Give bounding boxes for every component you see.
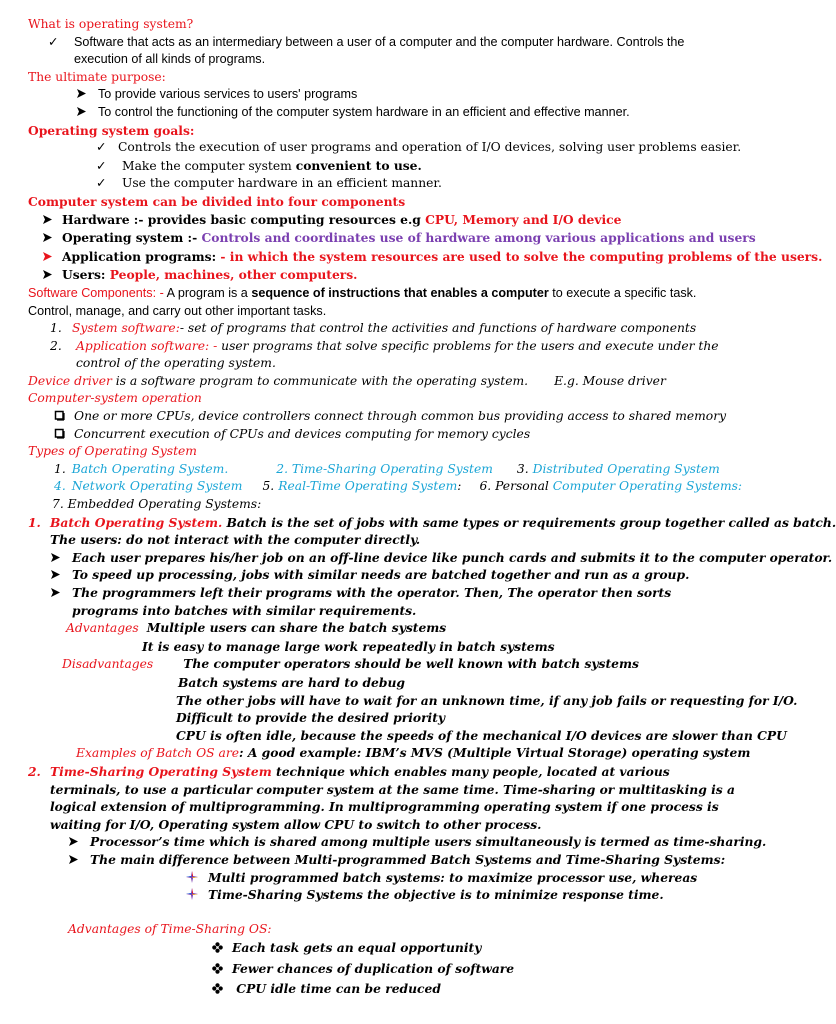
os-types-row-2: 4. Network Operating System 5. Real-Time Operating System: 6. Personal Computer Operating Systems: bbox=[54, 479, 743, 494]
arrow-bullet-icon bbox=[76, 104, 98, 122]
list-item: 1. System software:- set of programs that control the activities and functions of hardware components bbox=[50, 321, 697, 336]
device-driver: Device driver is a software program to communicate with the operating system. E.g. Mouse driver bbox=[28, 373, 666, 388]
arrow-bullet-icon bbox=[68, 833, 90, 851]
list-item: 2. Application software: - user programs that solve specific problems for the users and execute under the control of the operating system. bbox=[50, 338, 719, 371]
list-item: Each user prepares his/her job on an off-line device like punch cards and submits it to the computer operator. bbox=[28, 549, 740, 567]
list-item: CPU idle time can be reduced bbox=[28, 979, 740, 1000]
list-item: Concurrent execution of CPUs and devices computing for memory cycles bbox=[28, 426, 740, 444]
list-item: The main difference between Multi-programmed Batch Systems and Time-Sharing Systems: bbox=[28, 851, 740, 869]
heading-types-of-os: Types of Operating System bbox=[28, 444, 197, 459]
arrow-bullet-icon bbox=[50, 549, 72, 567]
os-definition bbox=[28, 34, 740, 69]
arrow-bullet-icon bbox=[42, 249, 62, 267]
list-item: The programmers left their programs with the operator. Then, The operator then sorts programs into batches with similar requirements. bbox=[28, 584, 740, 619]
list-item: ✓ Controls the execution of user programs and operation of I/O devices, solving user problems easier. bbox=[28, 139, 740, 157]
list-item: One or more CPUs, device controllers connect through common bus providing access to shared memory bbox=[28, 408, 740, 426]
list-item: ✓ Make the computer system convenient to use. bbox=[28, 157, 740, 176]
arrow-bullet-icon bbox=[76, 86, 98, 104]
os-definition-text: Software that acts as an intermediary between a user of a computer and the computer hardware. Controls the execution of all kinds of programs. bbox=[74, 34, 685, 67]
heading-system-operation: Computer-system operation bbox=[28, 391, 202, 406]
box-bullet-icon bbox=[54, 408, 74, 426]
arrow-bullet-icon bbox=[50, 584, 72, 602]
batch-disadvantages: Disadvantages The computer operators should be well known with batch systems bbox=[62, 656, 639, 672]
batch-examples: Examples of Batch OS are: A good example: IBM’s MVS (Multiple Virtual Storage) operating system bbox=[76, 745, 751, 761]
list-item: Operating system :- Controls and coordinates use of hardware among various applications and users bbox=[28, 229, 740, 248]
batch-disadvantage-item: The other jobs will have to wait for an unknown time, if any job fails or requesting for I/O. bbox=[176, 692, 798, 708]
batch-disadvantage-item: Difficult to provide the desired priority bbox=[176, 710, 446, 726]
spacer bbox=[28, 904, 740, 921]
diamond-bullet-icon bbox=[212, 938, 232, 959]
os-types-row-1: 1. Batch Operating System. 2. Time-Sharing Operating System 3. Distributed Operating System bbox=[54, 461, 720, 476]
software-components: Software Components: - A program is a sequence of instructions that enables a computer to execute a specific task. Control, manage, and carry out other important tasks. bbox=[28, 285, 697, 318]
list-item: To control the functioning of the computer system hardware in an efficient and effective manner. bbox=[28, 104, 740, 122]
list-item: ✓ Use the computer hardware in an efficient manner. bbox=[28, 175, 740, 193]
arrow-bullet-icon bbox=[42, 212, 62, 230]
diamond-bullet-icon bbox=[212, 979, 232, 1000]
list-item: Processor’s time which is shared among multiple users simultaneously is termed as time-sharing. bbox=[28, 833, 740, 851]
time-sharing-section: 2. Time-Sharing Operating System technique which enables many people, located at various terminals, to use a particular computer system at the same time. Time-sharing or multitasking is a logical extension of multiprogramming. In multiprogramming operating system if one process is waiting for I/O, Operating system allow CPU to switch to other process. bbox=[28, 763, 735, 832]
star-bullet-icon bbox=[186, 869, 208, 887]
diamond-bullet-icon bbox=[212, 959, 232, 980]
heading-ultimate-purpose: The ultimate purpose: bbox=[28, 69, 166, 84]
batch-disadvantage-item: Batch systems are hard to debug bbox=[178, 674, 405, 690]
list-item: To provide various services to users' programs bbox=[28, 86, 740, 104]
batch-os-section: 1. Batch Operating System. Batch is the set of jobs with same types or requirements group together called as batch. bbox=[28, 514, 836, 530]
batch-disadvantage-item: CPU is often idle, because the speeds of the mechanical I/O devices are slower than CPU bbox=[176, 727, 787, 743]
arrow-bullet-icon bbox=[50, 566, 72, 584]
check-icon: ✓ bbox=[96, 176, 107, 191]
heading-os-goals: Operating system goals: bbox=[28, 122, 195, 138]
heading-four-components: Computer system can be divided into four components bbox=[28, 193, 406, 209]
list-item: Time-Sharing Systems the objective is to minimize response time. bbox=[28, 886, 740, 904]
arrow-bullet-icon bbox=[42, 267, 62, 285]
box-bullet-icon bbox=[54, 426, 74, 444]
list-item: Hardware :- provides basic computing resources e.g CPU, Memory and I/O device bbox=[28, 211, 740, 230]
list-item: To speed up processing, jobs with similar needs are batched together and run as a group. bbox=[28, 566, 740, 584]
batch-advantages: Advantages Multiple users can share the batch systems bbox=[66, 620, 447, 636]
os-types-row-3: 7. Embedded Operating Systems: bbox=[52, 497, 262, 512]
check-icon: ✓ bbox=[96, 140, 107, 155]
arrow-bullet-icon bbox=[68, 851, 90, 869]
list-item: Fewer chances of duplication of software bbox=[28, 959, 740, 980]
batch-users-note: The users: do not interact with the computer directly. bbox=[50, 532, 421, 548]
batch-advantage-item: It is easy to manage large work repeatedly in batch systems bbox=[142, 638, 555, 654]
document-page bbox=[28, 16, 836, 1000]
list-item: Application programs: - in which the system resources are used to solve the computing problems of the users. bbox=[28, 248, 740, 267]
check-icon: ✓ bbox=[96, 158, 107, 173]
list-item: Users: People, machines, other computers. bbox=[28, 266, 740, 285]
list-item: Multi programmed batch systems: to maximize processor use, whereas bbox=[28, 869, 740, 887]
star-bullet-icon bbox=[186, 886, 208, 904]
list-item: Each task gets an equal opportunity bbox=[28, 938, 740, 959]
heading-ts-advantages: Advantages of Time-Sharing OS: bbox=[68, 921, 272, 936]
check-icon: ✓ bbox=[48, 34, 59, 49]
heading-what-is-os: What is operating system? bbox=[28, 17, 194, 31]
arrow-bullet-icon bbox=[42, 230, 62, 248]
